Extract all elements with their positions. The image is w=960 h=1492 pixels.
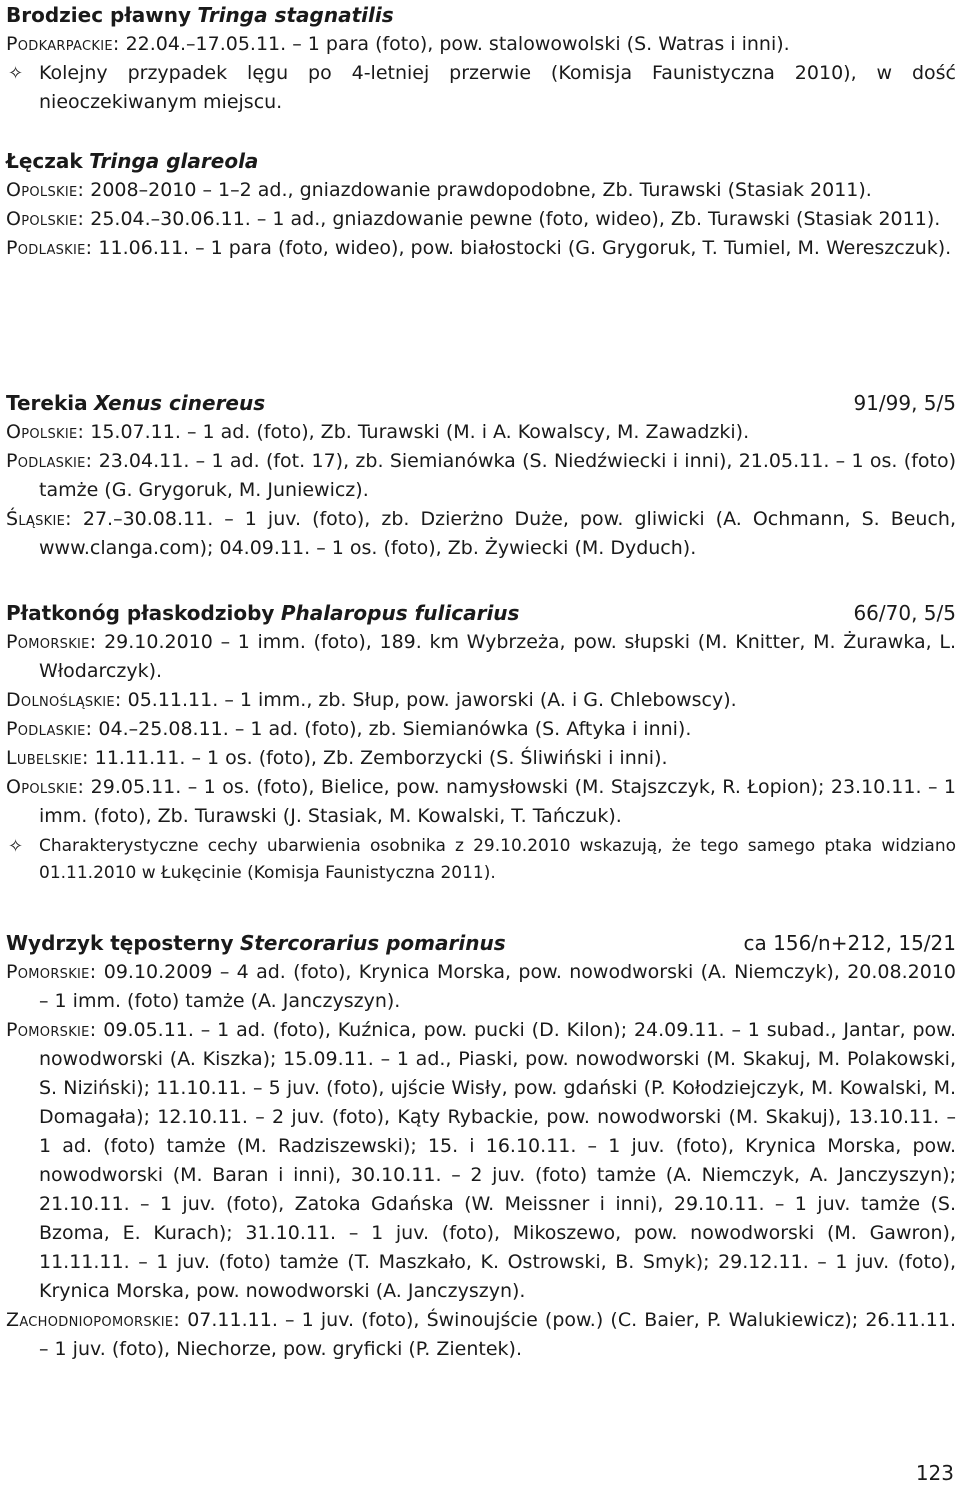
species-heading	[6, 388, 956, 418]
record-text: 29.10.2010 – 1 imm. (foto), 189. km Wybrzeża, pow. słupski (M. Knitter, M. Żurawka, L. Włodarczyk).	[39, 631, 956, 682]
note	[6, 59, 956, 117]
region-label: Dolnośląskie:	[6, 689, 122, 711]
record	[6, 505, 956, 563]
region-label: Zachodniopomorskie:	[6, 1309, 181, 1331]
record	[6, 205, 956, 234]
species-entry	[6, 928, 956, 1364]
record-text: 11.06.11. – 1 para (foto, wideo), pow. białostocki (G. Grygoruk, T. Tumiel, M. Wereszczuk).	[98, 237, 952, 259]
species-name: Brodziec pławny	[6, 3, 192, 27]
record-text: 23.04.11. – 1 ad. (fot. 17), zb. Siemianówka (S. Niedźwiecki i inni), 21.05.11. – 1 os. (foto) tamże (G. Grygoruk, M. Juniewicz).	[39, 450, 957, 501]
species-stats: ca 156/n+212, 15/21	[743, 931, 956, 955]
four-pointed-star-icon: ✧	[8, 63, 24, 84]
record-text: 11.11.11. – 1 os. (foto), Zb. Zemborzycki (S. Śliwiński i inni).	[94, 747, 668, 769]
record	[6, 234, 956, 263]
species-latin: Tringa glareola	[89, 149, 259, 173]
record-text: 25.04.–30.06.11. – 1 ad., gniazdowanie pewne (foto, wideo), Zb. Turawski (Stasiak 2011).	[90, 208, 941, 230]
species-heading	[6, 598, 956, 628]
page-number: 123	[915, 1461, 954, 1485]
record	[6, 1016, 956, 1306]
region-label: Opolskie:	[6, 179, 85, 201]
species-entry	[6, 0, 956, 117]
note-text: Kolejny przypadek lęgu po 4-letniej przerwie (Komisja Faunistyczna 2010), w dość nieoczekiwanym miejscu.	[39, 62, 956, 113]
record-text: 22.04.–17.05.11. – 1 para (foto), pow. stalowowolski (S. Watras i inni).	[125, 33, 790, 55]
record-text: 29.05.11. – 1 os. (foto), Bielice, pow. namysłowski (M. Stajszczyk, R. Łopion); 23.10.11. – 1 imm. (foto), Zb. Turawski (J. Stasiak, M. Kowalski, T. Tańczuk).	[39, 776, 956, 827]
species-latin: Tringa stagnatilis	[197, 3, 394, 27]
species-latin: Stercorarius pomarinus	[239, 931, 506, 955]
species-latin: Phalaropus fulicarius	[280, 601, 520, 625]
record	[6, 628, 956, 686]
record	[6, 686, 956, 715]
species-stats: 91/99, 5/5	[853, 391, 956, 415]
region-label: Opolskie:	[6, 208, 85, 230]
region-label: Podkarpackie:	[6, 33, 120, 55]
species-entry	[6, 146, 956, 263]
record-text: 2008–2010 – 1–2 ad., gniazdowanie prawdopodobne, Zb. Turawski (Stasiak 2011).	[90, 179, 872, 201]
record	[6, 30, 956, 59]
record	[6, 1306, 956, 1364]
record-text: 04.–25.08.11. – 1 ad. (foto), zb. Siemianówka (S. Aftyka i inni).	[98, 718, 692, 740]
record-text: 05.11.11. – 1 imm., zb. Słup, pow. jaworski (A. i G. Chlebowscy).	[127, 689, 737, 711]
species-heading	[6, 0, 956, 30]
record-text: 09.05.11. – 1 ad. (foto), Kuźnica, pow. pucki (D. Kilon); 24.09.11. – 1 subad., Jantar, pow. nowodworski (A. Kiszka); 15.09.11. – 1 ad., Piaski, pow. nowodworski (M. Skakuj, M. Polakowski, S. Niziński); 11.10.11. – 5 juv. (foto), ujście Wisły, pow. gdański (P. Kołodziejczyk, M. Kowalski, M. Domagała); 12.10.11. – 2 juv. (foto), Kąty Rybackie, pow. nowodworski (M. Skakuj), 13.10.11. – 1 ad. (foto) tamże (M. Radziszewski); 15. i 16.10.11. – 1 juv. (foto), Krynica Morska, pow. nowodworski (M. Baran i inni), 30.10.11. – 2 juv. (foto) tamże (A. Niemczyk, A. Janczyszyn); 21.10.11. – 1 juv. (foto), Zatoka Gdańska (W. Meissner i inni), 29.10.11. – 1 juv. tamże (S. Bzoma, E. Kurach); 31.10.11. – 1 juv. (foto), Mikoszewo, pow. nowodworski (M. Gawron), 11.11.11. – 1 juv. (foto) tamże (T. Maszkało, K. Ostrowski, B. Smyk); 29.12.11. – 1 juv. (foto), Krynica Morska, pow. nowodworski (A. Janczyszyn).	[39, 1019, 956, 1302]
species-heading	[6, 928, 956, 958]
species-stats: 66/70, 5/5	[853, 601, 956, 625]
species-name: Łęczak	[6, 149, 83, 173]
region-label: Pomorskie:	[6, 631, 97, 653]
record-text: 09.10.2009 – 4 ad. (foto), Krynica Morska, pow. nowodworski (A. Niemczyk), 20.08.2010 – 1 imm. (foto) tamże (A. Janczyszyn).	[39, 961, 956, 1012]
species-name: Wydrzyk tęposterny	[6, 931, 234, 955]
species-latin: Xenus cinereus	[94, 391, 266, 415]
region-label: Podlaskie:	[6, 450, 93, 472]
four-pointed-star-icon: ✧	[8, 836, 24, 857]
record	[6, 773, 956, 831]
record-text: 07.11.11. – 1 juv. (foto), Świnoujście (pow.) (C. Baier, P. Walukiewicz); 26.11.11. – 1 juv. (foto), Niechorze, pow. gryficki (P. Zientek).	[39, 1309, 956, 1360]
record	[6, 715, 956, 744]
region-label: Podlaskie:	[6, 237, 93, 259]
region-label: Lubelskie:	[6, 747, 89, 769]
record-text: 15.07.11. – 1 ad. (foto), Zb. Turawski (M. i A. Kowalscy, M. Zawadzki).	[90, 421, 750, 443]
record	[6, 176, 956, 205]
record	[6, 958, 956, 1016]
record-text: 27.–30.08.11. – 1 juv. (foto), zb. Dzierżno Duże, pow. gliwicki (A. Ochmann, S. Beuch, www.clanga.com); 04.09.11. – 1 os. (foto), Zb. Żywiecki (M. Dyduch).	[39, 508, 957, 559]
species-name: Terekia	[6, 391, 88, 415]
region-label: Opolskie:	[6, 776, 85, 798]
note	[6, 833, 956, 887]
region-label: Pomorskie:	[6, 961, 97, 983]
region-label: Opolskie:	[6, 421, 85, 443]
species-name: Płatkonóg płaskodzioby	[6, 601, 275, 625]
record	[6, 447, 956, 505]
record	[6, 418, 956, 447]
region-label: Pomorskie:	[6, 1019, 97, 1041]
species-heading	[6, 146, 956, 176]
species-entry	[6, 388, 956, 563]
region-label: Śląskie:	[6, 508, 72, 530]
note-text: Charakterystyczne cechy ubarwienia osobnika z 29.10.2010 wskazują, że tego samego ptaka widziano 01.11.2010 w Łukęcinie (Komisja Faunistyczna 2011).	[39, 836, 956, 883]
region-label: Podlaskie:	[6, 718, 93, 740]
species-entry	[6, 598, 956, 887]
record	[6, 744, 956, 773]
